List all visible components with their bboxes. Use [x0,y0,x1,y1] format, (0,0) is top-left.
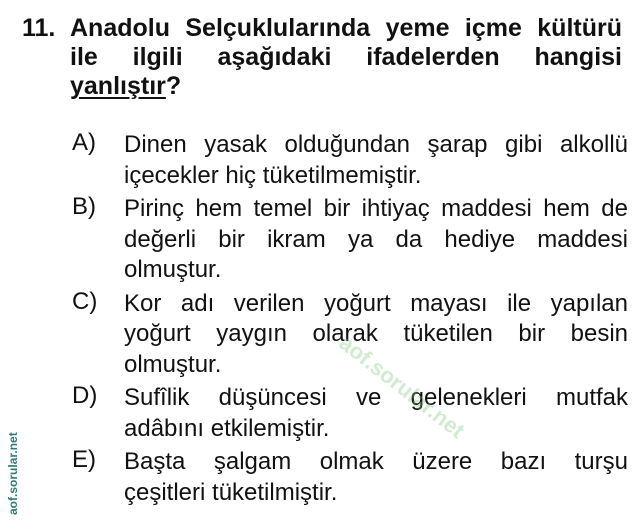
option-line: değerli bir ikram ya da hediye maddesi [124,225,628,253]
option-line: adâbını etkilemiştir. [124,414,330,442]
answer-options [72,130,628,511]
question-line-2: ile ilgili aşağıdaki ifadelerden hangisi [70,43,622,71]
option-letter: C) [72,287,98,315]
question-text [70,14,622,101]
question-line-3 [70,72,622,101]
diagonal-watermark: aof.sorular.net [334,330,470,444]
option-e[interactable] [72,447,628,508]
option-b[interactable] [72,194,628,286]
option-line: Pirinç hem temel bir ihtiyaç maddesi hem de [124,195,628,222]
question-mark: ? [165,72,182,100]
option-line: Dinen yasak olduğundan şarap gibi alkollü [124,131,628,158]
option-text [124,447,628,508]
option-line: olmuştur. [124,350,222,378]
option-line: olmuştur. [124,256,222,283]
option-line: Sufîlik düşüncesi ve gelenekleri mutfak [124,384,628,411]
question [22,14,622,101]
option-d[interactable] [72,383,628,444]
option-line: yoğurt yaygın olarak tüketilen bir besin [124,320,628,347]
option-line: çeşitleri tüketilmiştir. [124,478,338,506]
option-letter: B) [72,193,96,220]
question-emphasis: yanlıştır [70,72,166,100]
side-watermark: aof.sorular.net [6,432,20,515]
option-text [124,194,628,286]
question-number: 11. [22,14,56,42]
option-text [124,383,628,444]
question-line-1: Anadolu Selçuklularında yeme içme kültürü [70,14,622,42]
option-line: içecekler hiç tüketilmemiştir. [124,161,422,189]
option-letter: E) [72,446,96,473]
option-a[interactable] [72,130,628,191]
option-letter: A) [72,129,96,156]
option-letter: D) [72,382,98,409]
option-line: Başta şalgam olmak üzere bazı turşu [124,448,628,475]
option-text [124,130,628,191]
option-line: Kor adı verilen yoğurt mayası ile yapılan [124,289,628,317]
